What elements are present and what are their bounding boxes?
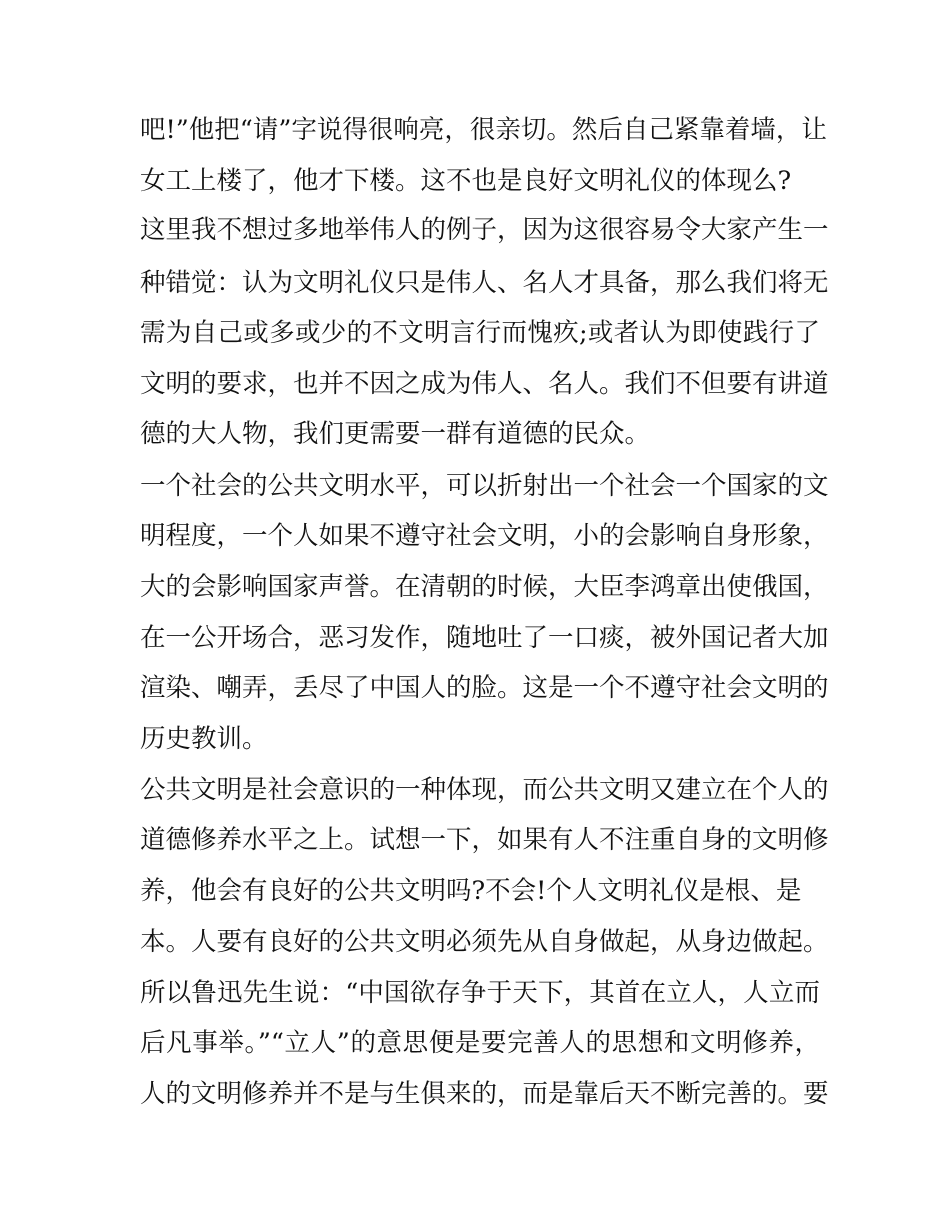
text-line: 历史教训。: [140, 724, 268, 754]
text-line: 种错觉：认为文明礼仪只是伟人、名人才具备，那么我们将无: [140, 268, 829, 298]
text-line: 渲染、嘲弄，丢尽了中国人的脸。这是一个不遵守社会文明的: [140, 673, 829, 703]
text-line: 文明的要求，也并不因之成为伟人、名人。我们不但要有讲道: [140, 369, 829, 399]
text-line: 需为自己或多或少的不文明言行而愧疚;或者认为即使践行了: [140, 318, 820, 348]
text-line: 公共文明是社会意识的一种体现，而公共文明又建立在个人的: [140, 775, 829, 805]
text-line: 一个社会的公共文明水平，可以折射出一个社会一个国家的文: [140, 471, 829, 501]
text-line: 道德修养水平之上。试想一下，如果有人不注重自身的文明修: [140, 825, 829, 855]
text-line: 女工上楼了，他才下楼。这不也是良好文明礼仪的体现么?: [140, 166, 792, 196]
text-line: 德的大人物，我们更需要一群有道德的民众。: [140, 419, 651, 449]
text-line: 人的文明修养并不是与生俱来的，而是靠后天不断完善的。要: [140, 1079, 829, 1109]
text-line: 养，他会有良好的公共文明吗?不会!个人文明礼仪是根、是: [140, 876, 802, 906]
text-line: 所以鲁迅先生说：“中国欲存争于天下，其首在立人，人立而: [140, 978, 820, 1008]
text-line: 在一公开场合，恶习发作，随地吐了一口痰，被外国记者大加: [140, 623, 829, 653]
text-line: 这里我不想过多地举伟人的例子，因为这很容易令大家产生一: [140, 215, 829, 245]
text-line: 后凡事举。”“立人”的意思便是要完善人的思想和文明修养，: [140, 1028, 820, 1058]
text-line: 本。人要有良好的公共文明必须先从自身做起，从身边做起。: [140, 927, 829, 957]
text-line: 大的会影响国家声誉。在清朝的时候，大臣李鸿章出使俄国，: [140, 572, 829, 602]
text-line: 明程度，一个人如果不遵守社会文明，小的会影响自身形象，: [140, 521, 829, 551]
text-line: 吧!”他把“请”字说得很响亮，很亲切。然后自己紧靠着墙，让: [140, 115, 827, 145]
